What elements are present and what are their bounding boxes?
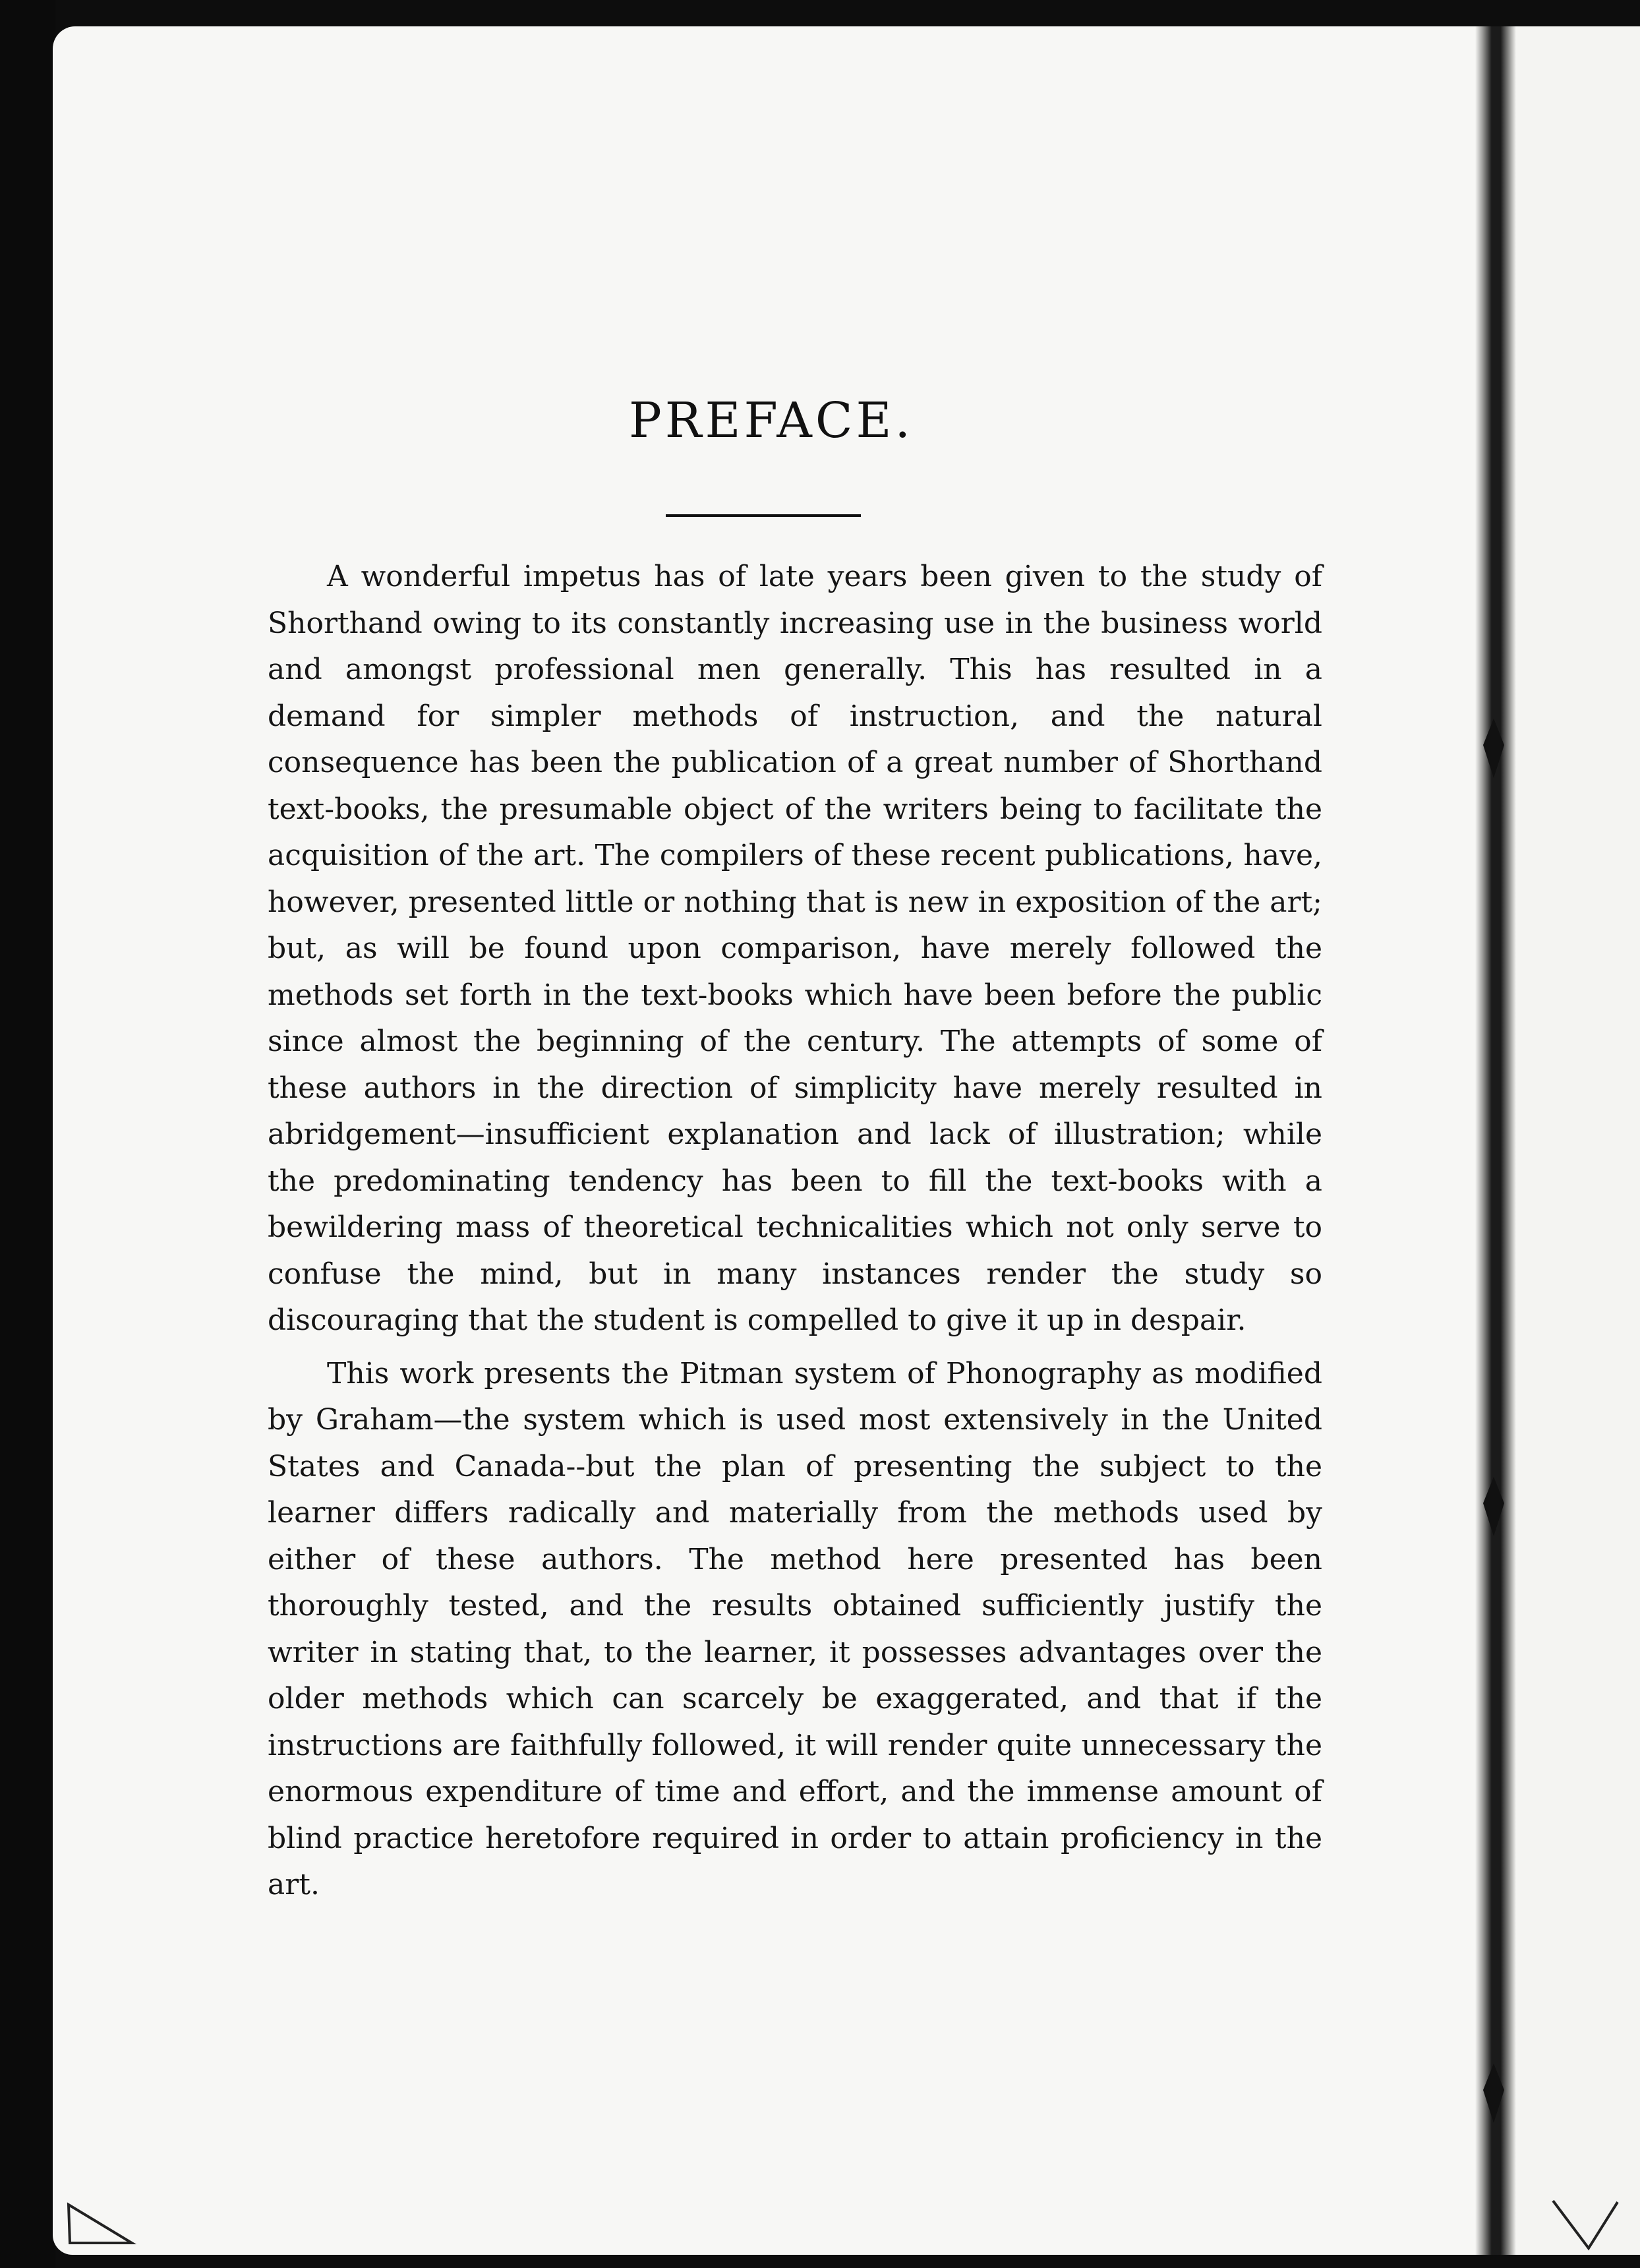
paragraph-1: A wonderful impetus has of late years been given to the study of Shorthand owing to its constantly increasing use in the business world and amongst professional men generally. This has resulted in a demand for simpler methods of instruction, and the natural consequence has been the publication of a great number of Shorthand text-books, the presumable object of the writers being to facilitate the acquisition of the art. The compilers of these recent publications, have, however, presented little or nothing that is new in exposition of the art; but, as will be found upon comparison, have merely followed the methods set forth in the text-books which have been before the public since almost the beginning of the century. The attempts of some of these authors in the direction of simplicity have merely resulted in abridgement—insufficient explanation and lack of illustration; while the predominating tendency has been to fill the text-books with a bewildering mass of theoretical technicalities which not only serve to confuse the mind, but in many instances render the study so discouraging that the student is compelled to give it up in despair. (268, 560, 1322, 1337)
title-rule (666, 514, 861, 517)
paragraph-2: This work presents the Pitman system of Phonography as modified by Graham—the system which is used most extensively in the United States and Canada--but the plan of presenting the subject to the learner differs radically and materially from the methods used by either of these authors. The method here presented has been thoroughly tested, and the results obtained sufficiently justify the writer in stating that, to the learner, it possesses advantages over the older methods which can scarcely be exaggerated, and that if the instructions are faithfully followed, it will render quite unnecessary the enormous expenditure of time and effort, and the immense amount of blind practice heretofore required in order to attain proficiency in the art. (268, 1356, 1322, 1901)
facing-page-edge (1516, 26, 1640, 2255)
torn-corner-mark (1549, 2195, 1622, 2255)
page-title: PREFACE. (628, 392, 914, 449)
binding-clip-icon (1474, 719, 1513, 778)
preface-body (268, 554, 1322, 1915)
scan-left-border (0, 0, 55, 2268)
torn-corner-mark (66, 2202, 138, 2248)
book-page (53, 26, 1490, 2255)
binding-clip-icon (1474, 2064, 1513, 2123)
book-gutter (1475, 26, 1516, 2255)
binding-clip-icon (1474, 1477, 1513, 1536)
